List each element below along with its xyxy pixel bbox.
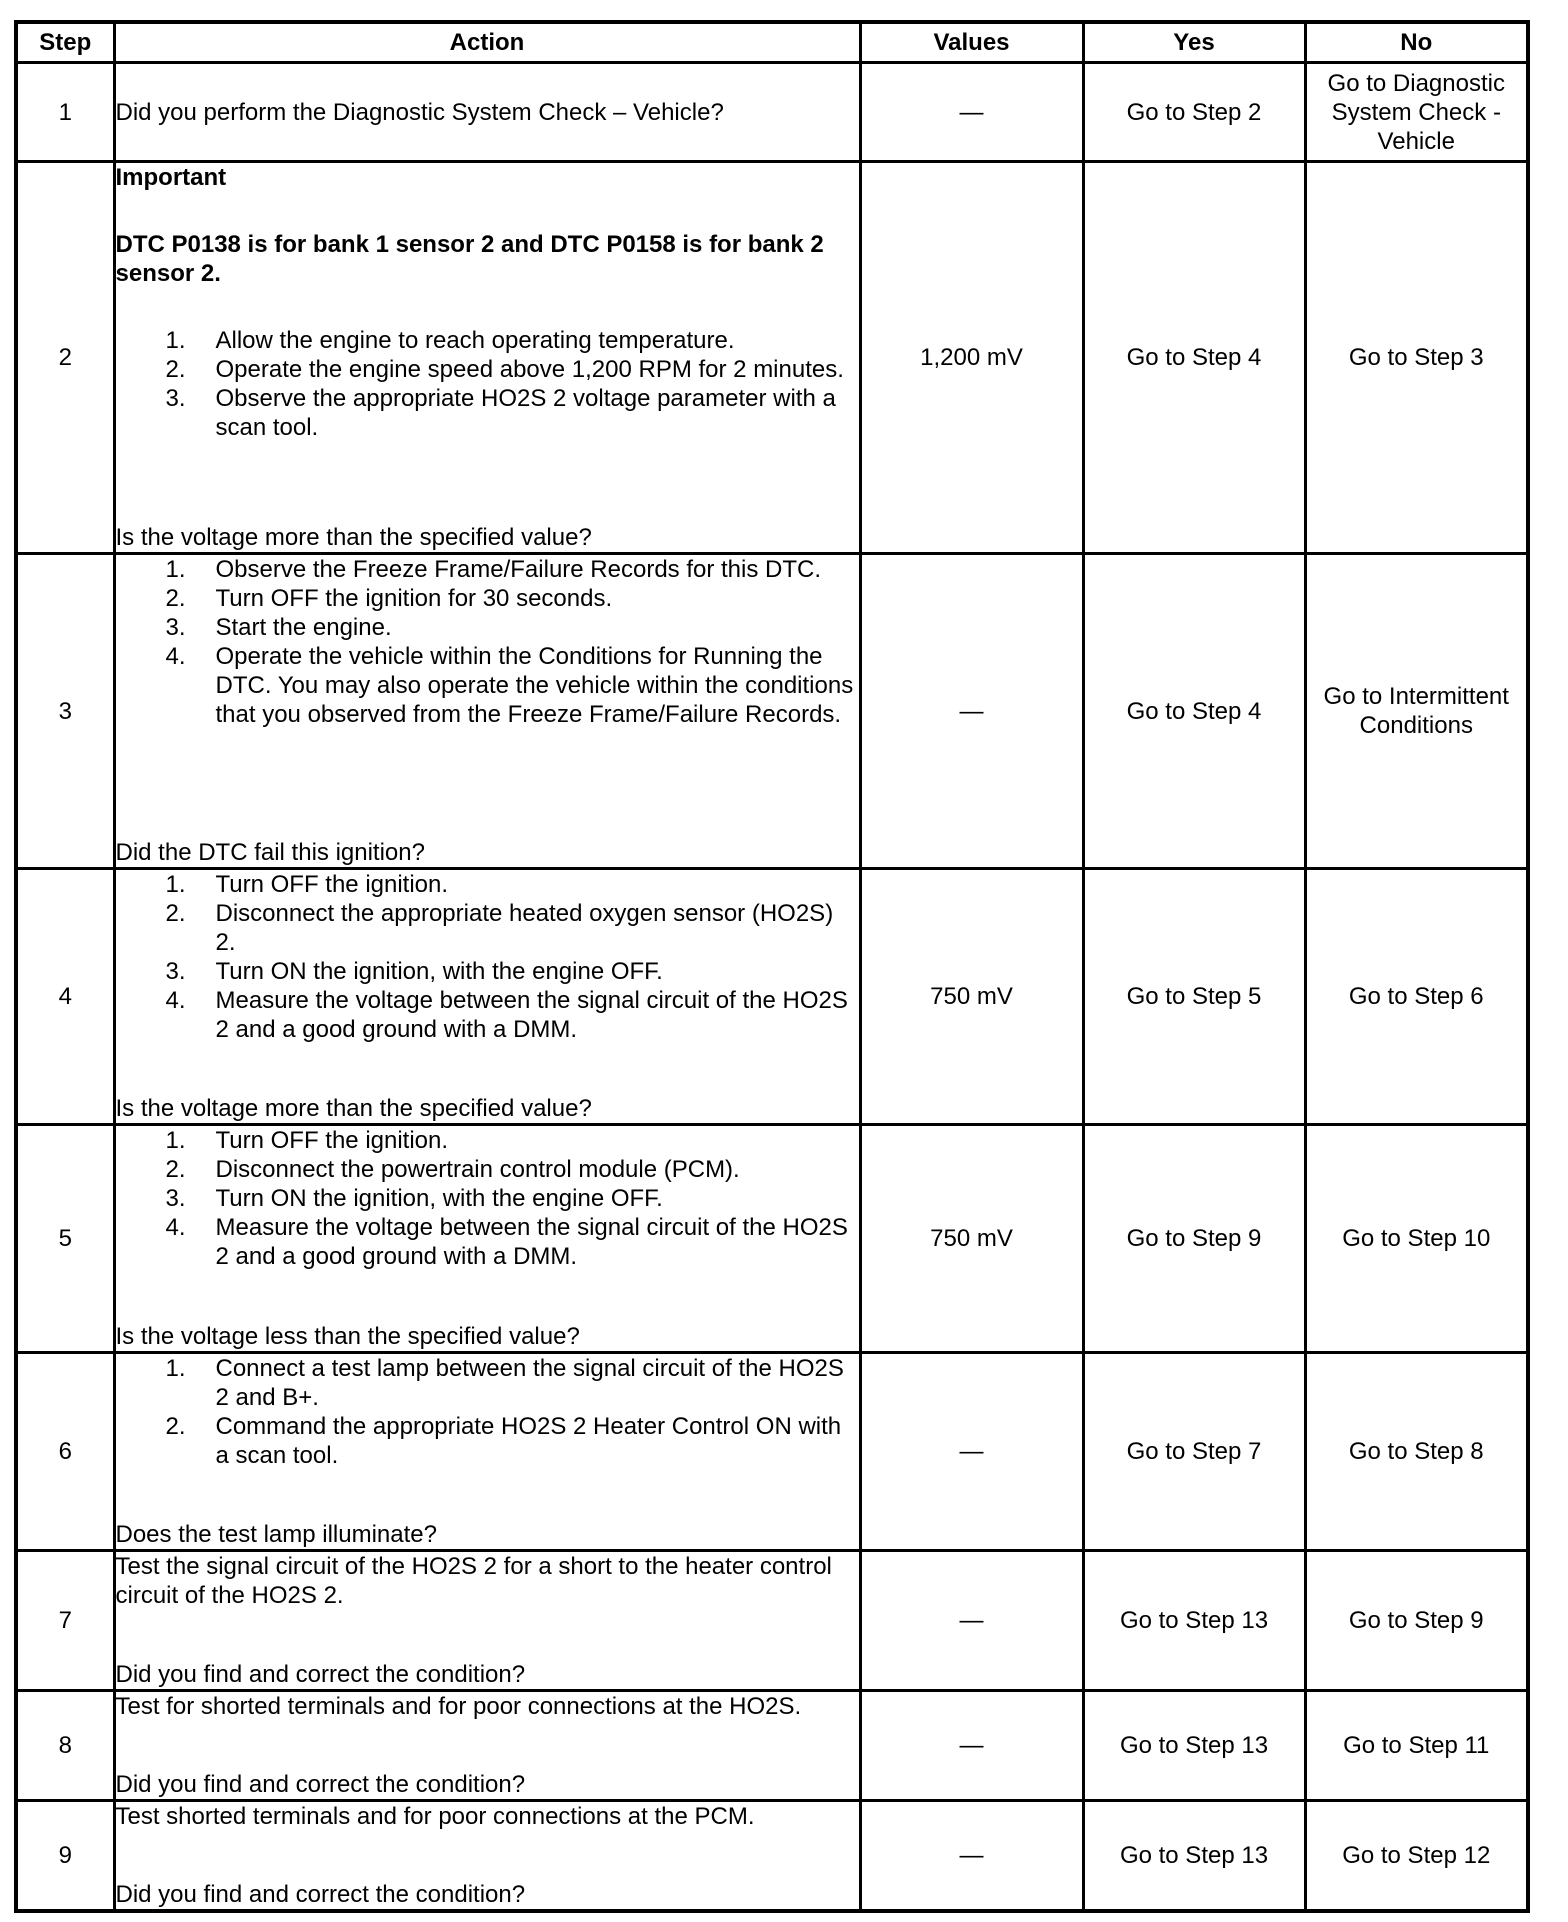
action-cell xyxy=(114,869,860,1125)
value-cell: — xyxy=(860,1801,1083,1911)
question-text: Did you find and correct the condition? xyxy=(115,1771,526,1798)
header-action: Action xyxy=(114,22,860,63)
step-number: 1 xyxy=(16,63,114,162)
step-number: 8 xyxy=(16,1691,114,1801)
step-number: 3 xyxy=(16,554,114,869)
list-item: 2. Operate the engine speed above 1,200 RPM for 2 minutes. xyxy=(165,356,844,383)
action-cell xyxy=(114,1691,860,1801)
question-text: Did you find and correct the condition? xyxy=(115,1661,526,1688)
action-cell xyxy=(114,1125,860,1353)
list-item: 4. Operate the vehicle within the Conditions for Running the DTC. You may also operate the vehicle within the conditions that you observed from the Freeze Frame/Failure Records. xyxy=(165,643,854,728)
list-item: 4. Measure the voltage between the signal circuit of the HO2S 2 and a good ground with a DMM. xyxy=(165,1214,848,1270)
header-yes: Yes xyxy=(1083,22,1305,63)
no-cell: Go to Step 11 xyxy=(1305,1691,1528,1801)
yes-cell: Go to Step 4 xyxy=(1083,162,1305,554)
yes-cell: Go to Step 2 xyxy=(1083,63,1305,162)
procedure-list xyxy=(116,326,859,442)
no-cell: Go to Step 8 xyxy=(1305,1353,1528,1551)
action-cell xyxy=(114,1801,860,1911)
step-number: 2 xyxy=(16,162,114,554)
value-cell: — xyxy=(860,554,1083,869)
yes-cell: Go to Step 13 xyxy=(1083,1691,1305,1801)
value-cell: — xyxy=(860,1353,1083,1551)
important-label: Important xyxy=(115,164,227,191)
no-cell: Go to Step 3 xyxy=(1305,162,1528,554)
list-item: 1. Connect a test lamp between the signal circuit of the HO2S 2 and B+. xyxy=(165,1355,844,1411)
no-cell: Go to Step 12 xyxy=(1305,1801,1528,1911)
question-text: Did you find and correct the condition? xyxy=(115,1880,526,1908)
no-cell: Go to Intermittent Conditions xyxy=(1305,554,1528,869)
table-row xyxy=(16,1801,1528,1911)
action-cell xyxy=(114,554,860,869)
table-row xyxy=(16,1691,1528,1801)
procedure-list xyxy=(116,1126,859,1271)
action-cell xyxy=(114,63,860,162)
value-cell: — xyxy=(860,63,1083,162)
procedure-list xyxy=(116,1354,859,1470)
list-item: 2. Turn OFF the ignition for 30 seconds. xyxy=(165,585,613,612)
yes-cell: Go to Step 9 xyxy=(1083,1125,1305,1353)
action-text: Test the signal circuit of the HO2S 2 for a short to the heater control circuit of the HO2S 2. xyxy=(115,1553,832,1609)
no-cell: Go to Step 9 xyxy=(1305,1551,1528,1691)
yes-cell: Go to Step 13 xyxy=(1083,1551,1305,1691)
header-row xyxy=(16,22,1528,63)
list-item: 4. Measure the voltage between the signal circuit of the HO2S 2 and a good ground with a DMM. xyxy=(165,987,848,1043)
list-item: 2. Disconnect the powertrain control module (PCM). xyxy=(165,1156,740,1183)
yes-cell: Go to Step 13 xyxy=(1083,1801,1305,1911)
question-text: Is the voltage less than the specified value? xyxy=(115,1323,580,1350)
important-note: DTC P0138 is for bank 1 sensor 2 and DTC P0158 is for bank 2 sensor 2. xyxy=(115,231,824,287)
action-cell xyxy=(114,1551,860,1691)
table-row xyxy=(16,1551,1528,1691)
yes-cell: Go to Step 5 xyxy=(1083,869,1305,1125)
list-item: 1. Turn OFF the ignition. xyxy=(165,1127,449,1154)
step-number: 9 xyxy=(16,1801,114,1911)
yes-cell: Go to Step 4 xyxy=(1083,554,1305,869)
list-item: 3. Observe the appropriate HO2S 2 voltage parameter with a scan tool. xyxy=(165,385,836,441)
table-row xyxy=(16,1125,1528,1353)
header-step: Step xyxy=(16,22,114,63)
step-number: 7 xyxy=(16,1551,114,1691)
table-row xyxy=(16,869,1528,1125)
question-text: Does the test lamp illuminate? xyxy=(115,1521,437,1548)
question-text: Did the DTC fail this ignition? xyxy=(115,839,425,866)
list-item: 3. Start the engine. xyxy=(165,614,392,641)
value-cell: 1,200 mV xyxy=(860,162,1083,554)
action-text: Test for shorted terminals and for poor connections at the HO2S. xyxy=(115,1693,802,1720)
header-values: Values xyxy=(860,22,1083,63)
list-item: 1. Turn OFF the ignition. xyxy=(165,871,449,898)
list-item: 1. Observe the Freeze Frame/Failure Records for this DTC. xyxy=(165,556,822,583)
no-cell: Go to Step 6 xyxy=(1305,869,1528,1125)
list-item: 2. Command the appropriate HO2S 2 Heater Control ON with a scan tool. xyxy=(165,1413,842,1469)
table-row xyxy=(16,63,1528,162)
no-cell: Go to Step 10 xyxy=(1305,1125,1528,1353)
list-item: 3. Turn ON the ignition, with the engine OFF. xyxy=(165,958,663,985)
step-number: 4 xyxy=(16,869,114,1125)
header-no: No xyxy=(1305,22,1528,63)
list-item: 1. Allow the engine to reach operating temperature. xyxy=(165,327,735,354)
action-cell xyxy=(114,1353,860,1551)
table-row xyxy=(16,162,1528,554)
step-number: 5 xyxy=(16,1125,114,1353)
action-text: Did you perform the Diagnostic System Check – Vehicle? xyxy=(115,98,724,126)
list-item: 3. Turn ON the ignition, with the engine OFF. xyxy=(165,1185,663,1212)
value-cell: 750 mV xyxy=(860,1125,1083,1353)
value-cell: — xyxy=(860,1691,1083,1801)
action-cell xyxy=(114,162,860,554)
question-text: Is the voltage more than the specified value? xyxy=(115,1095,592,1122)
action-text: Test shorted terminals and for poor connections at the PCM. xyxy=(115,1803,755,1830)
step-number: 6 xyxy=(16,1353,114,1551)
list-item: 2. Disconnect the appropriate heated oxygen sensor (HO2S) 2. xyxy=(165,900,834,956)
no-cell: Go to Diagnostic System Check - Vehicle xyxy=(1305,63,1528,162)
yes-cell: Go to Step 7 xyxy=(1083,1353,1305,1551)
procedure-list xyxy=(116,555,859,729)
table-row xyxy=(16,554,1528,869)
value-cell: 750 mV xyxy=(860,869,1083,1125)
procedure-list xyxy=(116,870,859,1044)
diagnostic-table xyxy=(14,20,1530,1913)
table-row xyxy=(16,1353,1528,1551)
question-text: Is the voltage more than the specified value? xyxy=(115,524,592,551)
value-cell: — xyxy=(860,1551,1083,1691)
